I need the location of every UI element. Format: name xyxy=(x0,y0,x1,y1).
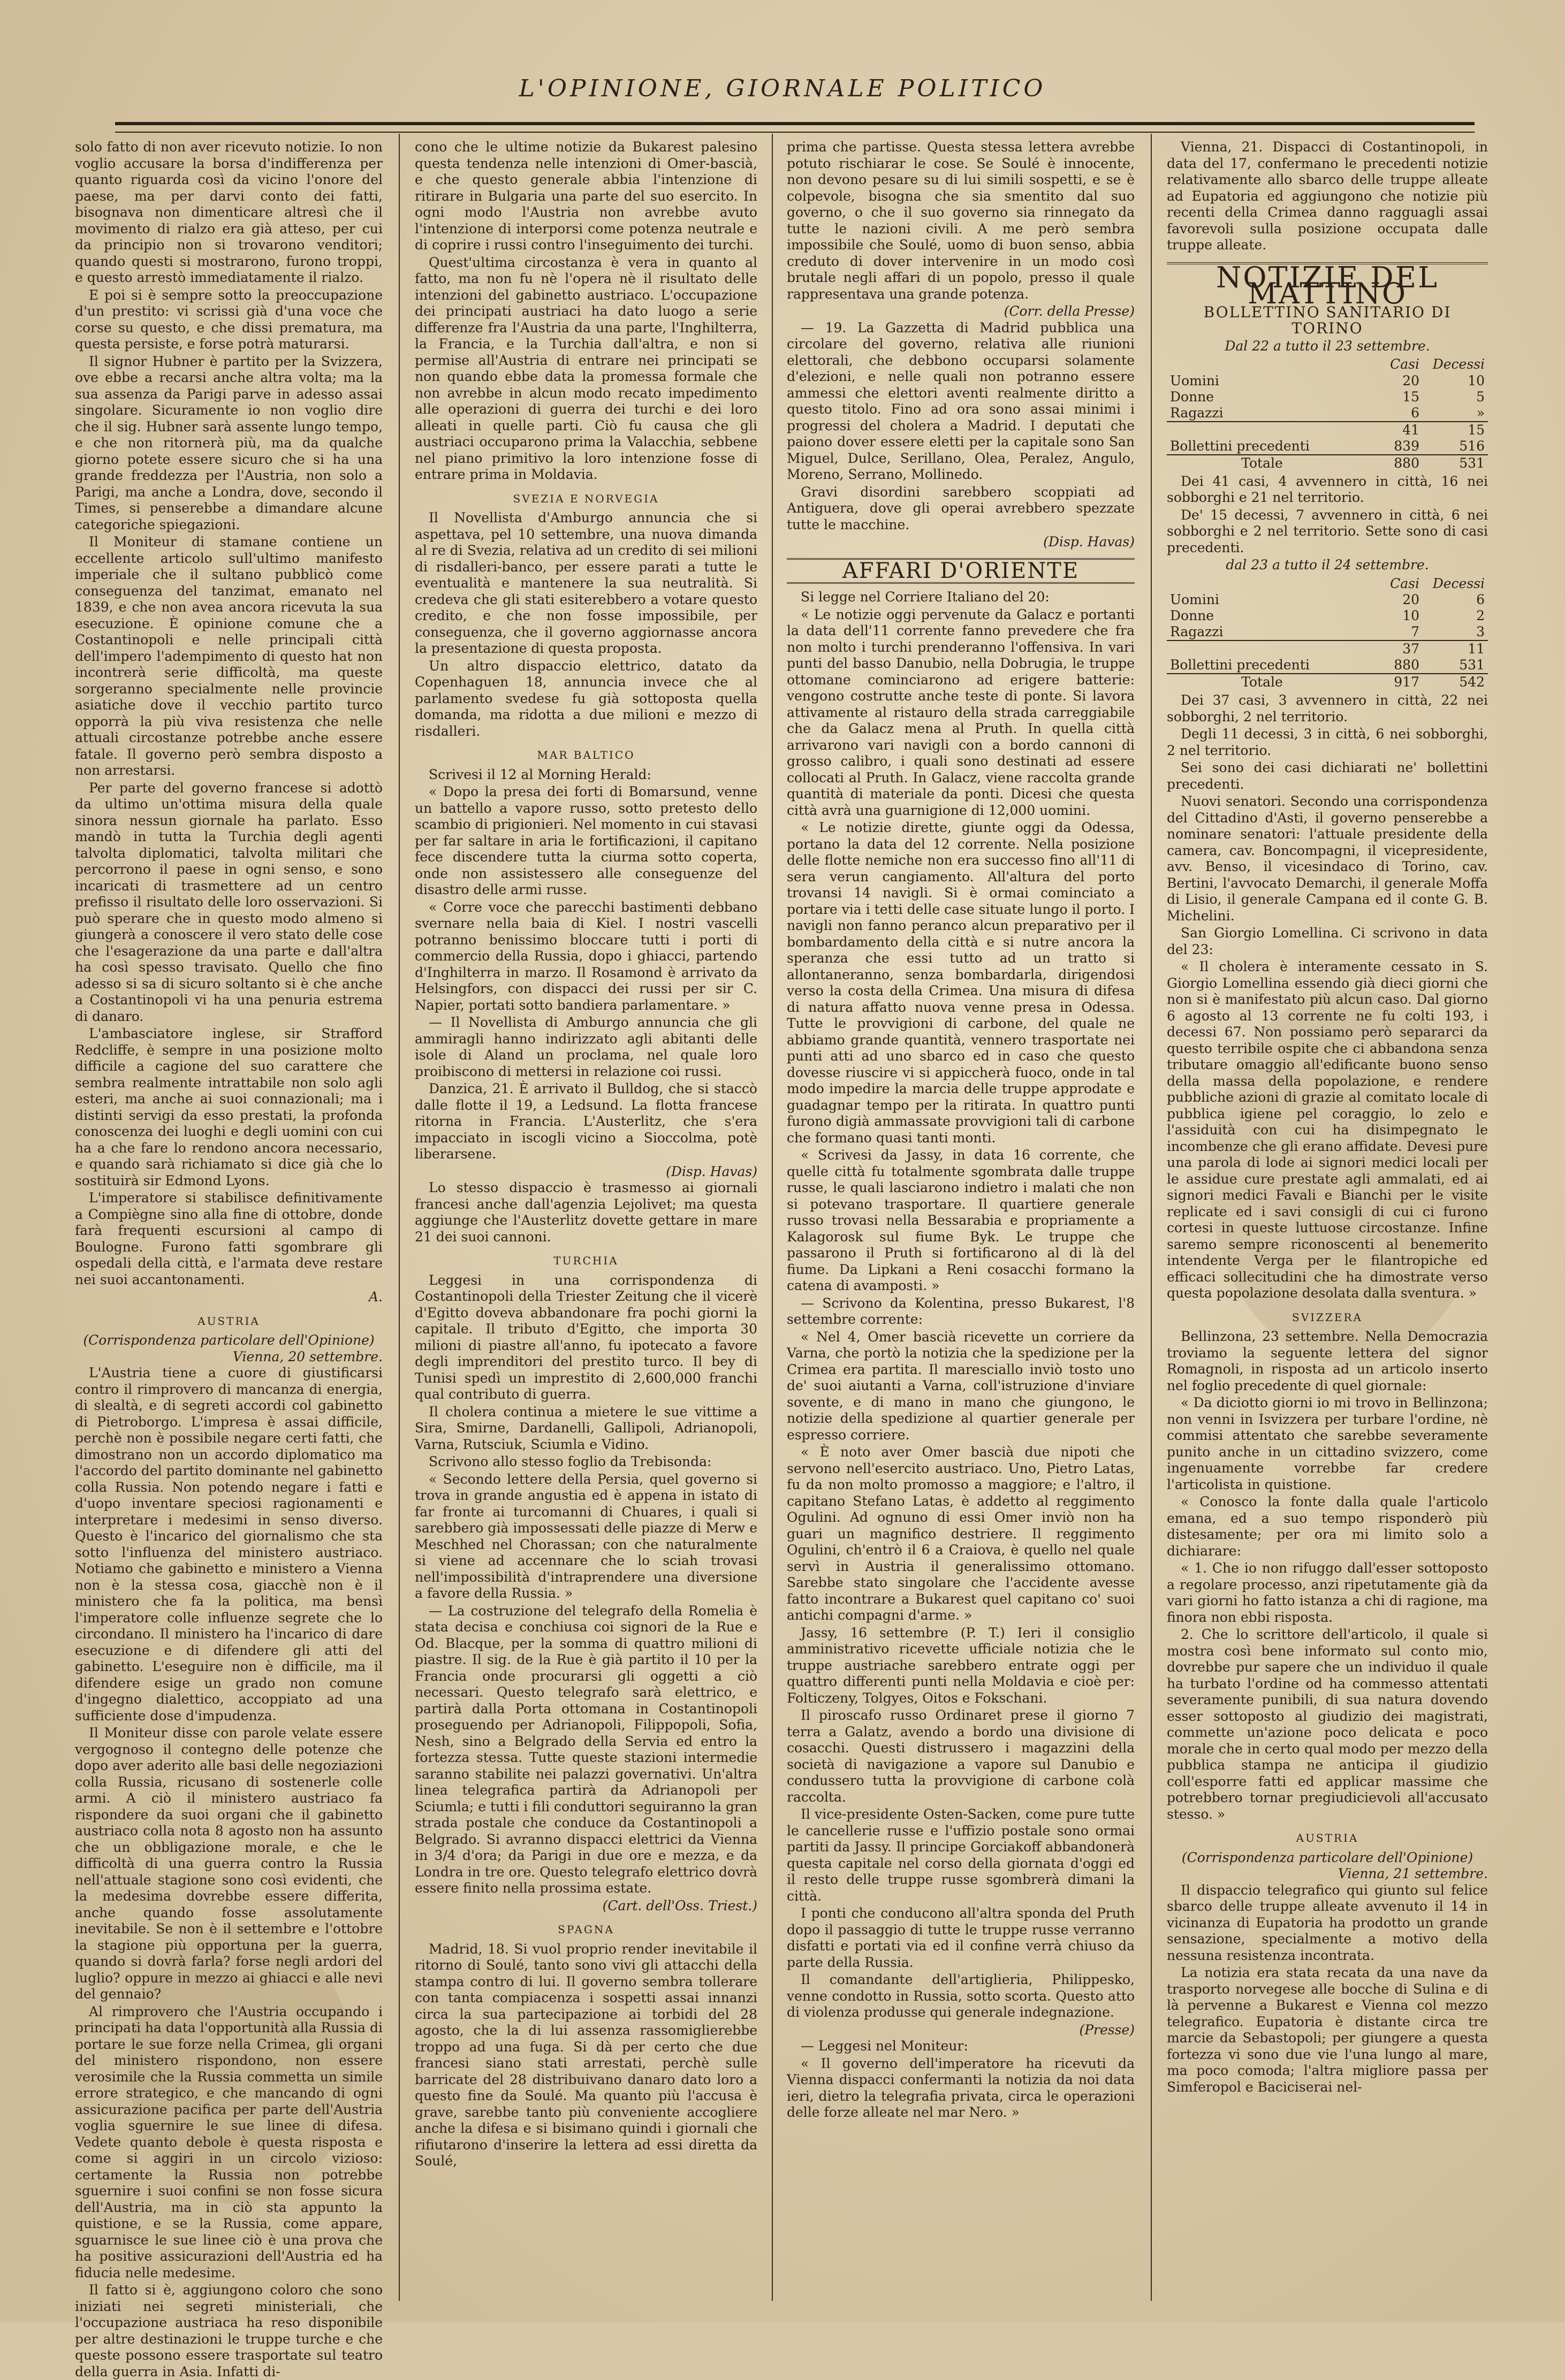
table-row: Ragazzi 7 3 xyxy=(1170,624,1485,639)
paragraph: Dei 41 casi, 4 avvennero in città, 16 nei sobborghi e 21 nel territorio. xyxy=(1167,473,1488,505)
paragraph: « Conosco la fonte dalla quale l'articolo emana, ed a suo tempo risponderò più distesamente; per ora mi limito solo a dichiarare: xyxy=(1167,1494,1488,1559)
table-row-total: Totale 917 542 xyxy=(1167,674,1488,690)
paragraph: — Scrivono da Kolentina, presso Bukarest, l'8 settembre corrente: xyxy=(787,1295,1135,1327)
correspondence-note: (Corrispondenza particolare dell'Opinione) xyxy=(83,1332,375,1348)
table-row-previous: Bollettini precedenti 839 516 xyxy=(1170,438,1485,454)
paragraph: De' 15 decessi, 7 avvennero in città, 6 nei sobborghi e 2 nel territorio. Sette sono di casi precedenti. xyxy=(1167,507,1488,555)
paragraph: « Le notizie dirette, giunte oggi da Odessa, portano la data del 12 corrente. Nella posizione delle flotte nemiche non era successo fino all'11 di sera verun cangiamento. All'altura del porto trovansi 14 navigli. Si è ormai cominciato a portare via i tetti delle case situate lungo il porto. I navigli non fanno peranco alcun preparativo per il bombardamento della città e si nutre ancora la speranza che essi tutto ad un tratto si allontaneranno, senza bombardarla, dirigendosi verso la costa della Crimea. Una misura di difesa di natura affatto nuova venne presa in Odessa. Tutte le provvigioni di carbone, del quale ne abbiamo grande quantità, vennero trasportate nei punti atti ad uno sbarco ed in caso che questo dovesse riuscire vi si appiccherà fuoco, onde in tal modo impedire la marcia delle truppe approdate e guadagnar tempo per la ritirata. In quattro punti furono digià ammassate provvigioni tali di carbone che formano quasi tanti monti. xyxy=(787,820,1135,1146)
paragraph: Il vice-presidente Osten-Sacken, come pure tutte le cancellerie russe e l'uffizio postale sono ormai partiti da Jassy. Il principe Gorciakoff abbandonerà questa capitale nel corso della giornata d'oggi ed il resto delle truppe russe sgombrerà dimani la città. xyxy=(787,1806,1135,1904)
header-rule xyxy=(115,122,1475,125)
paragraph: « Dopo la presa dei forti di Bomarsund, venne un battello a vapore russo, sotto pretesto dello scambio di prigionieri. Nel momento in cui stavasi per far saltare in aria le fortificazioni, il capitano fece discendere tutta la ciurma sotto coperta, onde non assistessero alle conseguenze del disastro delle armi russe. xyxy=(415,784,757,897)
paragraph: Il signor Hubner è partito per la Svizzera, ove ebbe a recarsi anche altra volta; ma la sua assenza da Parigi parve in adesso assai singolare. Sicuramente io non voglio dire che il sig. Hubner sarà assente lungo tempo, e che non ritornerà più, ma da qualche giorno potete essere sicuro che si ha una grande freddezza per l'Austria, non solo a Parigi, ma anche a Londra, dove, secondo il Times, si penserebbe a dimandare alcune categoriche spiegazioni. xyxy=(75,353,383,532)
paragraph: Jassy, 16 settembre (P. T.) Ieri il consiglio amministrativo ricevette ufficiale notizia che le truppe austriache sarebbero entrate oggi per quattro differenti punti nella Moldavia e cioè per: Folticzeny, Tolgyes, Oitos e Fokschani. xyxy=(787,1624,1135,1706)
paragraph: Scrivesi il 12 al Morning Herald: xyxy=(429,766,651,782)
health-table-2: Casi Decessi Uomini 20 6 Donne 10 2 Ragazzi 7 3 37 11 Bollettini precedenti 880 531 Totale 917 542 xyxy=(1167,576,1488,691)
paragraph: cono che le ultime notizie da Bukarest palesino questa tendenza nelle intenzioni di Omer-bascià, e che questo generale abbia l'intenzione di ritirare in Bulgaria una parte del suo esercito. In ogni modo l'Austria non avrebbe avuto l'intenzione di interporsi come potenza neutrale e di coprire i russi contro l'inseguimento dei turchi. xyxy=(415,139,757,253)
paragraph: Il Novellista d'Amburgo annuncia che si aspettava, pel 10 settembre, una nuova dimanda al re di Svezia, relativa ad un credito di sei milioni di risdalleri-banco, per essere parati a tutte le eventualità e mantenere la sua neutralità. Si credeva che gli stati esiterebbero a votare questo credito, e che non fosse impossibile, per conseguenza, che il governo aggiornasse ancora la presentazione di questa proposta. xyxy=(415,510,757,656)
paragraph: L'imperatore si stabilisce definitivamente a Compiègne sino alla fine di ottobre, donde farà frequenti escursioni al campo di Boulogne. Furono fatti sgombrare gli ospedali della città, e l'armata deve restare nei suoi accantonamenti. xyxy=(75,1190,383,1287)
paragraph: « È noto aver Omer bascià due nipoti che servono nell'esercito austriaco. Uno, Pietro Latas, fu da non molto promosso a maggiore; e l'altro, il capitano Stefano Latas, è addetto al reggimento Ogulini. Ad ognuno di essi Omer inviò non ha guari un magnifico destriere. Il reggimento Ogulini, ch'entrò il 6 a Craiova, è quello nel quale servì in Austria il generalissimo ottomano. Sarebbe stato singolare che l'accidente avesse fatto incontrare a Bukarest quel capitano co' suoi antichi compagni d'arme. » xyxy=(787,1444,1135,1623)
section-heading-turchia: TURCHIA xyxy=(553,1254,619,1267)
health-table-1 xyxy=(1167,356,1488,471)
paragraph: « 1. Che io non rifuggo dall'esser sottoposto a regolare processo, anzi ripetutamente già da vari giorni ho fatto istanza a chi di ragione, ma finora non ebbi risposta. xyxy=(1167,1560,1488,1625)
paragraph: Nuovi senatori. Secondo una corrispondenza del Cittadino d'Asti, il governo penserebbe a nominare senatori: l'attuale presidente della camera, cav. Boncompagni, il vicepresidente, avv. Benso, il vicesindaco di Torino, cav. Bertini, l'avvocato Demarchi, il generale Moffa di Lisio, il generale Campana ed il conte G. B. Michelini. xyxy=(1167,794,1488,924)
paragraph: prima che partisse. Questa stessa lettera avrebbe potuto rischiarar le cose. Se Soulé è innocente, non devono pesare su di lui simili sospetti, e se è colpevole, bisogna che sia smentito dal suo governo, o che il suo governo sia rinnegato da tutte le nazioni civili. A me però sembra impossibile che Soulé, uomo di buon senso, abbia creduto di dover intervenire in un modo così brutale negli affari di un popolo, presso il quale rappresentava una grande potenza. xyxy=(787,139,1135,302)
running-title: L'OPINIONE, GIORNALE POLITICO xyxy=(519,75,1046,102)
section-heading-notizie-mattino: NOTIZIE DEL MATTINO xyxy=(1167,262,1488,302)
source-note: (Disp. Havas) xyxy=(1043,534,1135,550)
source-note: (Presse) xyxy=(1079,2022,1135,2038)
paragraph: Il fatto si è, aggiungono coloro che sono iniziati nei segreti ministeriali, che l'occupazione austriaca ha reso disponibile per altre destinazioni le truppe turche e che queste possono essere trasportate sul teatro della guerra in Asia. Infatti di- xyxy=(75,2282,383,2379)
paragraph: Il comandante dell'artiglieria, Philippesko, venne condotto in Russia, sotto scorta. Questo atto di violenza produsse qui generale indegnazione. xyxy=(787,1972,1135,2020)
dateline: Vienna, 21 settembre. xyxy=(1338,1866,1488,1881)
source-note: (Corr. della Presse) xyxy=(1004,303,1135,319)
table-row: Uomini 20 6 xyxy=(1170,592,1485,607)
paragraph: — Leggesi nel Moniteur: xyxy=(801,2038,968,2054)
paragraph: Scrivono allo stesso foglio da Trebisonda: xyxy=(429,1454,712,1469)
column-divider xyxy=(399,134,400,2301)
section-heading-affari-oriente: AFFARI D'ORIENTE xyxy=(787,558,1135,584)
table-row: Donne 10 2 xyxy=(1170,608,1485,623)
paragraph: Vienna, 21. Dispacci di Costantinopoli, in data del 17, confermano le precedenti notizie relativamente allo sbarco delle truppe alleate ad Eupatoria ed aggiungono che notizie più recenti della Crimea danno ragguagli assai favorevoli sulla posizione occupata dalle truppe alleate. xyxy=(1167,139,1488,253)
dateline: Vienna, 20 settembre. xyxy=(232,1348,383,1364)
source-note: (Disp. Havas) xyxy=(666,1163,757,1179)
column-1 xyxy=(75,139,383,2379)
section-heading-svezia: SVEZIA E NORVEGIA xyxy=(513,492,659,505)
paragraph: — Il Novellista di Amburgo annuncia che gli ammiragli hanno indirizzato agli abitanti delle isole di Aland un proclama, nel quale loro proibiscono di mettersi in relazione coi russi. xyxy=(415,1014,757,1079)
paragraph: solo fatto di non aver ricevuto notizie. Io non voglio accusare la borsa d'indifferenza per quanto riguarda così da vicino l'onore del paese, ma per darvi conto dei fatti, bisognava non dimenticare altresì che il movimento di rialzo era già atteso, per cui da principio non si trovarono venditori; quando questi si mostrarono, furono troppi, e questo arrestò immediatamente il rialzo. xyxy=(75,139,383,285)
paragraph: Leggesi in una corrispondenza di Costantinopoli della Triester Zeitung che il vicerè d'Egitto doveva abbandonare fra pochi giorni la capitale. Il tributo d'Egitto, che importa 30 milioni di piastre all'anno, fu ipotecato a favore degli imprenditori del prestito turco. Il bey di Tunisi spedì un imprestito di 2,600,000 franchi qual contributo di guerra. xyxy=(415,1272,757,1402)
paragraph: Sei sono dei casi dichiarati ne' bollettini precedenti. xyxy=(1167,760,1488,792)
paragraph: Bellinzona, 23 settembre. Nella Democrazia troviamo la seguente lettera del signor Romagnoli, in risposta ad un articolo inserto nel foglio precedente di quel giornale: xyxy=(1167,1329,1488,1393)
section-heading-spagna: SPAGNA xyxy=(558,1923,614,1936)
paragraph: Quest'ultima circostanza è vera in quanto al fatto, ma non fu nè l'opera nè il risultato delle intenzioni del gabinetto austriaco. L'occupazione dei principati austriaci ha dato luogo a serie differenze fra l'Austria da una parte, l'Inghilterra, la Francia, e la Turchia dall'altra, e non si permise all'Austria di entrare nei principati se non quando ebbe data la promessa formale che non avrebbe in alcun modo recato impedimento alle operazioni di guerra dei turchi e dei loro alleati in quelle parti. Ciò fu causa che gli austriaci occuparono prima la Valacchia, sebbene nel piano primitivo la loro intenzione fosse di entrare prima in Moldavia. xyxy=(415,254,757,482)
col-casi: Casi xyxy=(1390,356,1419,372)
section-heading-svizzera: SVIZZERA xyxy=(1292,1310,1363,1324)
section-heading-baltico: MAR BALTICO xyxy=(537,749,635,761)
section-heading-austria: AUSTRIA xyxy=(197,1314,260,1328)
paragraph: Un altro dispaccio elettrico, datato da Copenhaguen 18, annuncia invece che al parlamento svedese fu già sottoposta quella domanda, ma ridotta a due milioni e mezzo di risdalleri. xyxy=(415,658,757,739)
paragraph: « Secondo lettere della Persia, quel governo si trova in grande angustia ed è appena in istato di far fronte ai turcomanni di Chuares, i quali si sarebbero già impossessati delle piazze di Merw e Meschhed nel Chorassan; con che naturalmente si viene ad accennare che lo sciah trovasi nell'impossibilità d'intraprendere una diversione a favore della Russia. » xyxy=(415,1471,757,1601)
bulletin-range: dal 23 a tutto il 24 settembre. xyxy=(1226,557,1429,573)
paragraph: — 19. La Gazzetta di Madrid pubblica una circolare del governo, relativa alle riunioni elettorali, che debbono occuparsi solamente d'elezioni, e nelle quali non potranno essere ammessi che elettori aventi realmente diritto a questo titolo. Fino ad ora sono assai minimi i progressi del cholera a Madrid. I deputati che paiono dover essere eletti per la capitale sono San Miguel, Dulce, Serillano, Olea, Peralez, Angulo, Moreno, Serrano, Mollinedo. xyxy=(787,319,1135,482)
paragraph: — La costruzione del telegrafo della Romelia è stata decisa e conchiusa coi signori de la Rue e Od. Blacque, per la somma di quattro milioni di piastre. Il sig. de la Rue è già partito il 10 per la Francia onde procurarsi gli oggetti a ciò necessari. Questo telegrafo sarà elettrico, e partirà dalla Porta ottomana in Costantinopoli proseguendo per Adrianopoli, Filippopoli, Sofia, Nesh, sino a Belgrado della Servia ed entro la fortezza stessa. Tutte queste stazioni intermedie saranno stabilite nei palazzi governativi. Un'altra linea telegrafica partirà da Adrianopoli per Sciumla; e tutti i fili conduttori seguiranno la gran strada postale che conduce da Costantinopoli a Belgrado. Si avranno dispacci elettrici da Vienna in 3/4 d'ora; da Parigi in due ore e mezza, e da Londra in tre ore. Questo telegrafo elettrico dovrà essere finito nella prossima estate. xyxy=(415,1603,757,1896)
bulletin-range: Dal 22 a tutto il 23 settembre. xyxy=(1225,338,1430,354)
paragraph: « Il cholera è interamente cessato in S. Giorgio Lomellina essendo già dieci giorni che non si è manifestato più alcun caso. Dal giorno 6 agosto al 13 corrente ne fu colti 193, i decessi 67. Non possiamo però separarci da questo terribile ospite che ci abbandona senza tributare omaggio all'edificante buono senso della massa della popolazione, e rendere pubbliche azioni di grazie al comitato locale di pubblica igiene pel coraggio, lo zelo e l'assiduità con cui ha disimpegnato le incombenze che gli erano affidate. Devesi pure una parola di lode ai signori medici locali per le assidue cure prestate agli ammalati, ed ai signori medici Favali e Bianchi per le visite replicate ed i savi consigli di cui ci furono cortesi in queste luttuose circostanze. Infine saremo sempre riconoscenti al benemerito intendente Verga per le filantropiche ed efficaci sollecitudini che ha dimostrate verso questa popolazione desolata dalla sventura. » xyxy=(1167,959,1488,1301)
paragraph: Per parte del governo francese si adottò da ultimo un'ottima misura della quale sinora nessun giornale ha parlato. Esso mandò in tutta la Turchia degli agenti talvolta diplomatici, talvolta militari che percorrono il paese in ogni senso, e sono incaricati di trasmettere ad un centro prefisso il risultato delle loro osservazioni. Si può sperare che in questo modo almeno si giungerà a conoscere il vero stato delle cose che l'esagerazione da una parte e dall'altra ha così spesso travisato. Quello che fino adesso si sa di sicuro soltanto si è che anche a Costantinopoli vi ha una penuria estrema di danaro. xyxy=(75,780,383,1024)
paragraph: « Corre voce che parecchi bastimenti debbano svernare nella baia di Kiel. I nostri vascelli potranno benissimo bloccare tutti i porti di commercio della Russia, dopo i ghiacci, partendo d'Inghilterra in marzo. Il Rosamond è arrivato da Helsingfors, con dispacci dei russi per sir C. Napier, portati sotto bandiera parlamentare. » xyxy=(415,899,757,1013)
paragraph: Danzica, 21. È arrivato il Bulldog, che si staccò dalle flotte il 19, a Ledsund. La flotta francese ritorna in Francia. L'Austerlitz, che s'era impacciato in iscogli vicino a Sioccolma, potè liberarsene. xyxy=(415,1081,757,1162)
paragraph: L'ambasciatore inglese, sir Strafford Redcliffe, è sempre in una posizione molto difficile a cagione del suo carattere che sembra realmente intrattabile non solo agli esteri, ma anche ai suoi connazionali; ma i distinti servigi da esso prestati, la profonda conoscenza dei luoghi e degli uomini con cui ha a che fare lo rendono ancora necessario, e quando sarà richiamato si dice già che lo sostituirà sir Edmond Lyons. xyxy=(75,1026,383,1188)
paragraph: Dei 37 casi, 3 avvennero in città, 22 nei sobborghi, 2 nel territorio. xyxy=(1167,692,1488,724)
table-row-subtotal: 37 11 xyxy=(1167,640,1488,657)
paragraph: Il Moniteur di stamane contiene un eccellente articolo sull'ultimo manifesto imperiale che il sultano pubblicò come conseguenza del tanzimat, emanato nel 1839, e che non avea ancora ricevuta la sua esecuzione. È opinione comune che a Costantinopoli e nelle principali città dell'impero l'adempimento di questo hat non incontrerà serie difficoltà, ma queste sorgeranno specialmente nelle provincie asiatiche dove il vecchio partito turco opporrà la più viva resistenza che nelle attuali circostanze potrebbe anche essere fatale. Il governo però sembra disposto a non arrestarsi. xyxy=(75,534,383,778)
paragraph: « Le notizie oggi pervenute da Galacz e portanti la data dell'11 corrente fanno prevedere che fra non molto i turchi prenderanno l'offensiva. In vari punti del basso Danubio, nella Dobrugia, le truppe ottomane cominciarono ad erigere batterie: vengono costrutte anche teste di ponte. Si lavora attivamente al ristauro della strada carreggiabile che da Galacz mena al Pruth. In quella città arrivarono vari navigli con a bordo cannoni di grosso calibro, i quali sono destinati ad essere collocati al Pruth. In Galacz, viene raccolta grande quantità di materiale da ponti. Dicesi che questa città avrà una guarnigione di 12,000 uomini. xyxy=(787,606,1135,818)
paragraph: Lo stesso dispaccio è trasmesso ai giornali francesi anche dall'agenzia Lejolivet; ma questa aggiunge che l'Austerlitz dovette gettare in mare 21 dei suoi cannoni. xyxy=(415,1180,757,1245)
signature: A. xyxy=(368,1289,383,1305)
table-row-total: Totale 880 531 xyxy=(1167,455,1488,471)
table-row: Uomini 20 10 xyxy=(1170,372,1485,388)
paragraph: San Giorgio Lomellina. Ci scrivono in data del 23: xyxy=(1167,925,1488,957)
column-divider xyxy=(772,134,773,2301)
paragraph: Il cholera continua a mietere le sue vittime a Sira, Smirne, Dardanelli, Gallipoli, Adrianopoli, Varna, Rutsciuk, Sciumla e Vidino. xyxy=(415,1403,757,1452)
paragraph: I ponti che conducono all'altra sponda del Pruth dopo il passaggio di tutte le truppe russe verranno disfatti e portati via ed il confine verrà chiuso da parte della Russia. xyxy=(787,1905,1135,1970)
header-rule-thin xyxy=(115,132,1475,133)
paragraph: L'Austria tiene a cuore di giustificarsi contro il rimprovero di mancanza di energia, di slealtà, e di segreti accordi col gabinetto di Pietroborgo. L'impresa è assai difficile, perchè non è possibile negare certi fatti, che dimostrano non un accordo diplomatico ma l'accordo del partito dominante nel gabinetto colla Russia. Non potendo negare i fatti e d'uopo inventare speciosi ragionamenti e interpretare i medesimi in senso diverso. Questo è l'incarico del giornalismo che sta sotto l'influenza del ministero austriaco. Notiamo che gabinetto e ministero a Vienna non è la stessa cosa, giacchè non è il ministero che fa la politica, ma bensì l'imperatore colle influenze segrete che lo circondano. Il ministero ha l'incarico di dare esecuzione e di difendere gli atti del gabinetto. L'eseguire non è difficile, ma il difendere esige un grado non comune d'ingegno dialettico, accoppiato ad una sufficiente dose d'impudenza. xyxy=(75,1365,383,1723)
table-row-subtotal: 41 15 xyxy=(1167,422,1488,438)
table-row: Ragazzi 6 » xyxy=(1170,405,1485,421)
paragraph: Al rimprovero che l'Austria occupando i principati ha data l'opportunità alla Russia di portare le sue forze nella Crimea, gli organi del ministero rispondono, non essere verosimile che la Russia commetta un simile errore strategico, e che mancando di ogni assicurazione pacifica per parte dell'Austria voglia sguernire le sue linee di difesa. Vedete quanto debole è questa risposta e come si aggiri in un circolo vizioso: certamente la Russia non potrebbe sguernire i suoi confini se non fosse sicura dell'Austria, ma in ciò sta appunto la quistione, e se la Russia, come appare, sguarnisce le sue linee ciò è una prova che ha positive assicurazioni dell'Austria ed ha fiducia nelle medesime. xyxy=(75,2003,383,2280)
paragraph: Il Moniteur disse con parole velate essere vergognoso il contegno delle potenze che dopo aver aderito alle basi delle negoziazioni colla Russia, ricusano di sostenerle colle armi. A ciò il ministero austriaco fa rispondere da suoi organi che il gabinetto austriaco colla nota 8 agosto non ha assunto che un obbligazione morale, e che le difficoltà di una guerra contro la Russia nell'attuale stagione sono così evidenti, che la medesima dovrebbe essere differita, anche quando fosse assolutamente inevitabile. Se non è il settembre e l'ottobre la stagione più opportuna per la guerra, quando si dovrà farla? forse negli ardori del luglio? oppure in mezzo ai ghiacci e alle nevi del gennaio? xyxy=(75,1725,383,2002)
paragraph: La notizia era stata recata da una nave da trasporto norvegese alle bocche di Sulina e di là pervenne a Bukarest e Vienna col mezzo telegrafico. Eupatoria è distante circa tre marcie da Sebastopoli; per giungere a questa fortezza vi sono due vie l'una lungo al mare, ma poco comoda; l'altra migliore passa per Simferopol e Baciciserai nel- xyxy=(1167,1965,1488,2095)
correspondence-note: (Corrispondenza particolare dell'Opinione) xyxy=(1181,1849,1473,1865)
source-note: (Cart. dell'Oss. Triest.) xyxy=(602,1897,757,1913)
paragraph: Si legge nel Corriere Italiano del 20: xyxy=(801,589,1050,605)
paragraph: 2. Che lo scrittore dell'articolo, il quale si mostra così bene informato sul conto mio, dovrebbe pur sapere che un individuo il quale ha turbato l'ordine od ha commesso attentati severamente punibili, di sua natura dovendo esser sottoposto al giudizio dei magistrati, commette un'azione poco delicata e poco morale che in certo qual modo per mezzo della pubblica stampa ne anticipa il giudizio coll'esporre fatti ed applicar massime che potrebbero tornar pregiudicievoli all'accusato stesso. » xyxy=(1167,1627,1488,1822)
table-row-previous: Bollettini precedenti 880 531 xyxy=(1170,657,1485,673)
paragraph: Gravi disordini sarebbero scoppiati ad Antiguera, dove gli operai avrebbero spezzate tutte le macchine. xyxy=(787,484,1135,532)
table-row: Donne 15 5 xyxy=(1170,388,1485,405)
column-divider xyxy=(1151,134,1152,2301)
paragraph: « Il governo dell'imperatore ha ricevuti da Vienna dispacci confermanti la notizia da noi data ieri, dietro la telegrafia privata, circa le operazioni delle forze alleate nel mar Nero. » xyxy=(787,2055,1135,2120)
paragraph: Degli 11 decessi, 3 in città, 6 nei sobborghi, 2 nel territorio. xyxy=(1167,726,1488,758)
paragraph: Il piroscafo russo Ordinaret prese il giorno 7 terra a Galatz, avendo a bordo una divisione di cosacchi. Questi distrussero i magazzini della società di navigazione a vapore sul Danubio e condussero tutta la provvigione di carbone colà raccolta. xyxy=(787,1707,1135,1805)
paragraph: « Nel 4, Omer bascià ricevette un corriere da Varna, che portò la notizia che la spedizione per la Crimea era partita. Il maresciallo inviò tosto uno de' suoi aiutanti a Varna, coll'istruzione d'inviare sovente, e di mano in mano che giungono, le notizie della spedizione al quartier generale per espresso corriere. xyxy=(787,1329,1135,1443)
section-heading-austria: AUSTRIA xyxy=(1296,1832,1359,1844)
paragraph: Madrid, 18. Si vuol proprio render inevitabile il ritorno di Soulé, tanto sono vivi gli attacchi della stampa contro di lui. Il governo sembra tollerare con tanta compiacenza i sospetti assai innanzi circa la sua partecipazione ai torbidi del 28 agosto, che la di lui assenza rassomiglierebbe troppo ad una fuga. Si dà per certo che due francesi siano stati arrestati, perchè sulle barricate del 28 distribuivano danaro dato loro a questo fine da Soulé. Ma quanto più l'accusa è grave, sarebbe tanto più conveniente accogliere anche la difesa e si bisimano quindi i giornali che rifiutarono d'inserire la lettera ad essi diretta da Soulé, xyxy=(415,1941,757,2169)
paragraph: « Scrivesi da Jassy, in data 16 corrente, che quelle città fu totalmente sgombrata dalle truppe russe, le quali lasciarono indietro i malati che non si potevano trasportare. Il quartiere generale russo trovasi nella Bessarabia e propriamente a Kalagorosk sul fiume Byk. Le truppe che passarono il Pruth si fortificarono al di là del fiume. Da Lipkani a Reni cosacchi formano la catena di avamposti. » xyxy=(787,1147,1135,1293)
bulletin-title: BOLLETTINO SANITARIO DI TORINO xyxy=(1203,303,1452,337)
paragraph: « Da diciotto giorni io mi trovo in Bellinzona; non venni in Isvizzera per turbare l'ordine, nè commisi attentato che sarebbe severamente punito anche in un cittadino svizzero, come ingenuamente vorrebbe far credere l'articolista in quistione. xyxy=(1167,1395,1488,1492)
column-4 xyxy=(1167,139,1488,2295)
column-2 xyxy=(415,139,757,2295)
col-decessi: Decessi xyxy=(1432,356,1485,372)
column-3 xyxy=(787,139,1135,2295)
paragraph: E poi si è sempre sotto la preoccupazione d'un prestito: vi scrissi già d'una voce che corse su questo, e che dissi prematura, ma questa persiste, e forse potrà maturarsi. xyxy=(75,287,383,352)
paragraph: Il dispaccio telegrafico qui giunto sul felice sbarco delle truppe alleate avvenuto il 14 in vicinanza di Eupatoria ha prodotto un grande sensazione, specialmente a motivo della nessuna resistenza incontrata. xyxy=(1167,1882,1488,1963)
